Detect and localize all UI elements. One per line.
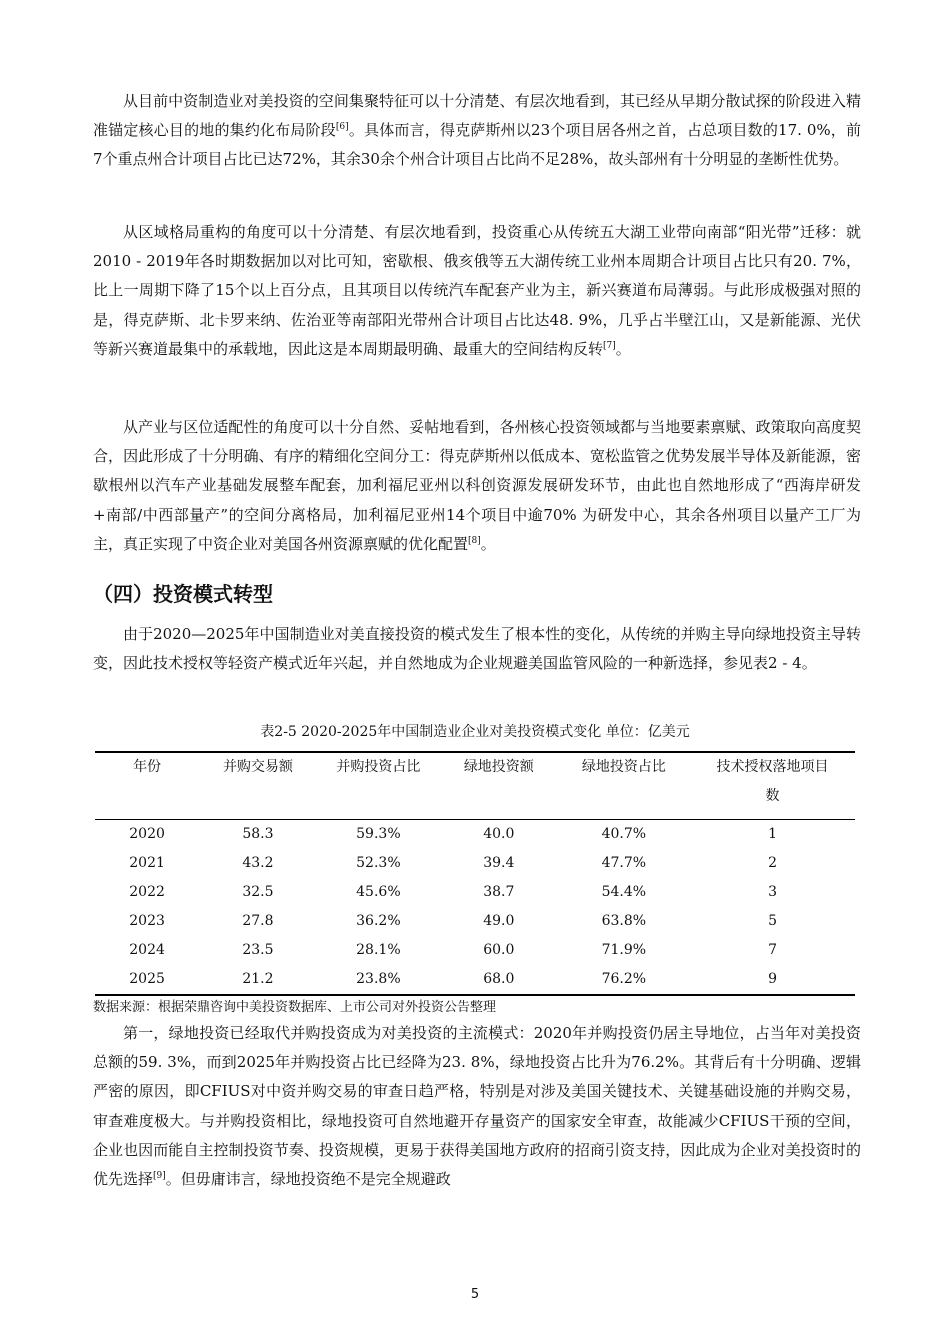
table-body xyxy=(95,820,855,996)
table-row xyxy=(95,907,855,936)
citation-ref: [8] xyxy=(468,535,481,546)
table-cell: 28.1% xyxy=(356,942,401,958)
header-year: 年份 xyxy=(95,752,199,820)
paragraph-text: 从目前中资制造业对美投资的空间集聚特征可以十分清楚、有层次地看到，其已经从早期分散试探的阶段进入精准锚定核心目的地的集约化布局阶段 xyxy=(93,92,861,140)
header-ma-share: 并购投资占比 xyxy=(317,752,440,820)
section-heading: （四）投资模式转型 xyxy=(93,582,273,606)
citation-ref: [9] xyxy=(153,1171,166,1182)
table-cell: 63.8% xyxy=(601,913,647,929)
table-cell: 60.0 xyxy=(483,942,515,958)
table-cell: 23.5 xyxy=(242,942,274,958)
header-licensing-projects: 技术授权落地项目数 xyxy=(690,752,855,820)
data-source-note: 数据来源：根据荣鼎咨询中美投资数据库、上市公司对外投资公告整理 xyxy=(93,1000,497,1015)
table-cell: 2023 xyxy=(129,913,165,929)
table-cell: 36.2% xyxy=(356,913,401,929)
table-cell: 39.4 xyxy=(483,855,515,871)
table-cell: 3 xyxy=(768,884,777,900)
table-cell: 2024 xyxy=(129,942,165,958)
header-greenfield-amount: 绿地投资额 xyxy=(440,752,558,820)
table-row xyxy=(95,849,855,878)
table-cell: 32.5 xyxy=(242,884,274,900)
table-cell: 21.2 xyxy=(199,965,317,995)
table-cell: 27.8 xyxy=(242,913,274,929)
table-cell: 47.7% xyxy=(601,855,647,871)
table-cell: 9 xyxy=(690,965,855,995)
table-cell: 52.3% xyxy=(356,855,401,871)
table-cell: 2020 xyxy=(129,826,165,842)
table-row xyxy=(95,878,855,907)
paragraph-text: 第一，绿地投资已经取代并购投资成为对美投资的主流模式：2020年并购投资仍居主导地位，占当年对美投资总额的59. 3%，而到2025年并购投资占比已经降为23. 8%，绿地投资占比升为76.2%。其背后有十分明确、逻辑严密的原因，即CFIUS对中资并购交易的审查日趋严格，特别是对涉及美国关键技术、关键基础设施的并购交易，审查难度极大。与并购投资相比，绿地投资可自然地避开存量资产的国家安全审查，故能减少CFIUS干预的空间，企业也因而能自主控制投资节奏、投资规模，更易于获得美国地方政府的招商引资支持，因此成为企业对美投资时的优先选择 xyxy=(93,1024,861,1189)
table-cell: 45.6% xyxy=(356,884,401,900)
table-cell: 54.4% xyxy=(601,884,647,900)
table-cell: 71.9% xyxy=(601,942,647,958)
paragraph-text: 由于2020—2025年中国制造业对美直接投资的模式发生了根本性的变化，从传统的并购主导向绿地投资主导转变，因此技术授权等轻资产模式近年兴起，并自然地成为企业规避美国监管风险的一种新选择，参见表2 - 4。 xyxy=(93,625,861,673)
page-number: 5 xyxy=(470,1287,480,1302)
table-cell: 23.8% xyxy=(317,965,440,995)
table-cell: 40.0 xyxy=(483,826,515,842)
table-caption: 表2-5 2020-2025年中国制造业企业对美投资模式变化 单位：亿美元 xyxy=(260,724,690,740)
table-cell: 2021 xyxy=(129,855,165,871)
table-row xyxy=(95,936,855,965)
table-row xyxy=(95,820,855,850)
table-cell: 1 xyxy=(768,826,777,842)
paragraph-text: 。 xyxy=(615,339,631,358)
investment-mode-table xyxy=(95,751,855,996)
header-greenfield-share: 绿地投资占比 xyxy=(558,752,690,820)
paragraph-spatial-clustering xyxy=(93,87,861,175)
paragraph-industry-location-fit xyxy=(93,413,861,559)
table-cell: 59.3% xyxy=(356,826,401,842)
table-cell: 58.3 xyxy=(242,826,274,842)
table-cell: 68.0 xyxy=(440,965,558,995)
table-cell: 2025 xyxy=(95,965,199,995)
paragraph-text: 。 xyxy=(480,534,496,553)
paragraph-regional-restructuring xyxy=(93,218,861,364)
table-header-row xyxy=(95,752,855,820)
paragraph-greenfield-dominance xyxy=(93,1019,861,1194)
table-cell: 40.7% xyxy=(601,826,647,842)
table-row xyxy=(95,965,855,995)
table-cell: 2 xyxy=(768,855,777,871)
paragraph-text: 从区域格局重构的角度可以十分清楚、有层次地看到，投资重心从传统五大湖工业带向南部“阳光带”迁移：就2010 - 2019年各时期数据加以对比可知，密歇根、俄亥俄等五大湖传统工业州本周期合计项目占比只有20. 7%，比上一周期下降了15个以上百分点，且其项目以传统汽车配套产业为主，新兴赛道布局薄弱。与此形成极强对照的是，得克萨斯、北卡罗来纳、佐治亚等南部阳光带州合计项目占比达48. 9%，几乎占半壁江山，又是新能源、光伏等新兴赛道最集中的承载地，因此这是本周期最明确、最重大的空间结构反转 xyxy=(93,223,861,358)
table-cell: 43.2 xyxy=(242,855,274,871)
table-cell: 2022 xyxy=(129,884,165,900)
table-cell: 7 xyxy=(768,942,777,958)
paragraph-text: 。具体而言，得克萨斯州以23个项目居各州之首，占总项目数的17. 0%，前7个重点州合计项目占比已达72%，其余30余个州合计项目占比尚不足28%，故头部州有十分明显的垄断性优势。 xyxy=(93,121,861,169)
table-cell: 5 xyxy=(768,913,777,929)
table-cell: 38.7 xyxy=(483,884,515,900)
paragraph-text: 。但毋庸讳言，绿地投资绝不是完全规避政 xyxy=(165,1170,451,1189)
table-cell: 49.0 xyxy=(483,913,515,929)
citation-ref: [6] xyxy=(335,122,349,133)
table-cell: 76.2% xyxy=(558,965,690,995)
citation-ref: [7] xyxy=(603,340,616,351)
header-ma-amount: 并购交易额 xyxy=(199,752,317,820)
paragraph-model-shift-intro xyxy=(93,620,861,678)
paragraph-text: 从产业与区位适配性的角度可以十分自然、妥帖地看到，各州核心投资领域都与当地要素禀赋、政策取向高度契合，因此形成了十分明确、有序的精细化空间分工：得克萨斯州以低成本、宽松监管之优势发展半导体及新能源，密歇根州以汽车产业基础发展整车配套，加利福尼亚州以科创资源发展研发环节，由此也自然地形成了“西海岸研发+南部/中西部量产”的空间分离格局，加利福尼亚州14个项目中逾70% 为研发中心，其余各州项目以量产工厂为主，真正实现了中资企业对美国各州资源禀赋的优化配置 xyxy=(93,418,861,553)
